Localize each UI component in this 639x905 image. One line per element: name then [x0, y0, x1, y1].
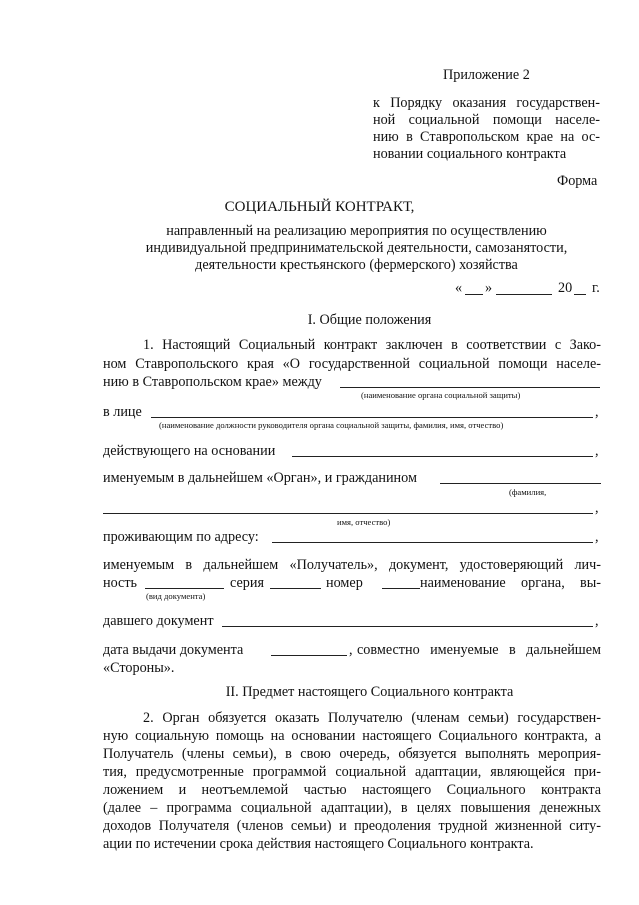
- appendix-ref-line-4: новании социального контракта: [373, 146, 567, 162]
- citizen-surname-field[interactable]: [440, 483, 601, 484]
- number-label: номер: [326, 575, 363, 591]
- in-person-label: в лице: [103, 404, 142, 420]
- hint-surname: (фамилия,: [509, 487, 547, 497]
- comma: ,: [595, 613, 599, 629]
- comma: ,: [595, 529, 599, 545]
- contract-subtitle-line-2: индивидуальной предпринимательской деятельности, самозанятости,: [145, 240, 568, 256]
- hereinafter-recipient-label: именуемым в дальнейшем «Получатель», документ, удостоверяющий лич-: [103, 557, 601, 573]
- series-label: серия: [230, 575, 264, 591]
- date-close-quote: »: [485, 280, 493, 296]
- section-2-p2-line-6: (далее – программа социальной адаптации), в целях повышения денежных: [103, 800, 601, 816]
- date-year-prefix: 20: [558, 280, 573, 296]
- acting-basis-label: действующего на основании: [103, 443, 276, 459]
- appendix-ref-line-1: к Порядку оказания государствен-: [373, 95, 600, 111]
- parties-label: «Стороны».: [103, 660, 175, 676]
- hint-name: имя, отчество): [337, 517, 391, 527]
- doc-type-field[interactable]: [145, 588, 224, 589]
- citizen-name-field[interactable]: [103, 513, 593, 514]
- issuer-tail-label: наименование органа, вы-: [420, 575, 601, 591]
- form-label: Форма: [557, 173, 598, 189]
- appendix-title: Приложение 2: [443, 67, 530, 83]
- appendix-ref-line-3: нию в Ставропольском крае на ос-: [373, 129, 600, 145]
- section-2-heading: II. Предмет настоящего Социального контракта: [225, 684, 514, 700]
- section-1-heading: I. Общие положения: [307, 312, 432, 328]
- organ-name-field[interactable]: [340, 387, 600, 388]
- section-1-p1-line-3: нию в Ставропольском крае» между: [103, 374, 322, 390]
- issued-doc-label: давшего документ: [103, 613, 214, 629]
- comma: ,: [349, 642, 353, 658]
- jointly-label: совместно именуемые в дальнейшем: [357, 642, 601, 658]
- section-2-p2-line-8: ации по истечении срока действия настоящего Социального контракта.: [103, 836, 534, 852]
- series-field[interactable]: [270, 588, 321, 589]
- comma: ,: [595, 404, 599, 420]
- section-2-p2-line-4: тия, предусмотренные программой социальной адаптации, являющейся при-: [103, 764, 601, 780]
- section-2-p2-line-1: 2. Орган обязуется оказать Получателю (членам семьи) государствен-: [143, 710, 601, 726]
- date-year-suffix: г.: [592, 280, 600, 296]
- hereinafter-organ-label: именуемым в дальнейшем «Орган», и гражданином: [103, 470, 417, 486]
- contract-title: СОЦИАЛЬНЫЙ КОНТРАКТ,: [224, 199, 415, 215]
- date-month-field[interactable]: [496, 294, 552, 295]
- address-field[interactable]: [272, 542, 593, 543]
- section-2-p2-line-7: доходов Получателя (членов семьи) и преодоления трудной жизненной ситу-: [103, 818, 601, 834]
- official-field[interactable]: [151, 417, 593, 418]
- date-day-field[interactable]: [465, 294, 483, 295]
- contract-subtitle-line-3: деятельности крестьянского (фермерского) хозяйства: [195, 257, 518, 273]
- acting-basis-field[interactable]: [292, 456, 593, 457]
- residing-label: проживающим по адресу:: [103, 529, 259, 545]
- comma: ,: [595, 443, 599, 459]
- appendix-ref-line-2: ной социальной помощи населе-: [373, 112, 600, 128]
- issue-date-label: дата выдачи документа: [103, 642, 244, 658]
- issuer-field[interactable]: [222, 626, 593, 627]
- number-field[interactable]: [382, 588, 420, 589]
- section-1-p1-line-2: ном Ставропольского края «О государственной социальной помощи населе-: [103, 356, 601, 372]
- section-2-p2-line-5: ложением и неотъемлемой частью настоящего Социального контракта: [103, 782, 601, 798]
- hint-organ: (наименование органа социальной защиты): [361, 390, 521, 400]
- comma: ,: [595, 500, 599, 516]
- date-open-quote: «: [455, 280, 463, 296]
- section-2-p2-line-2: ную социальную помощь на основании настоящего Социального контракта, а: [103, 728, 601, 744]
- hint-doc-type: (вид документа): [146, 591, 206, 601]
- date-year-field[interactable]: [574, 294, 586, 295]
- issue-date-field[interactable]: [271, 655, 347, 656]
- section-2-p2-line-3: Получатель (члены семьи), в свою очередь, обязуется выполнять мероприя-: [103, 746, 601, 762]
- contract-subtitle-line-1: направленный на реализацию мероприятия по осуществлению: [166, 223, 547, 239]
- identity-label: ность: [103, 575, 138, 591]
- section-1-p1-line-1: 1. Настоящий Социальный контракт заключен в соответствии с Зако-: [143, 337, 601, 353]
- hint-official: (наименование должности руководителя органа социальной защиты, фамилия, имя, отчество): [159, 420, 504, 430]
